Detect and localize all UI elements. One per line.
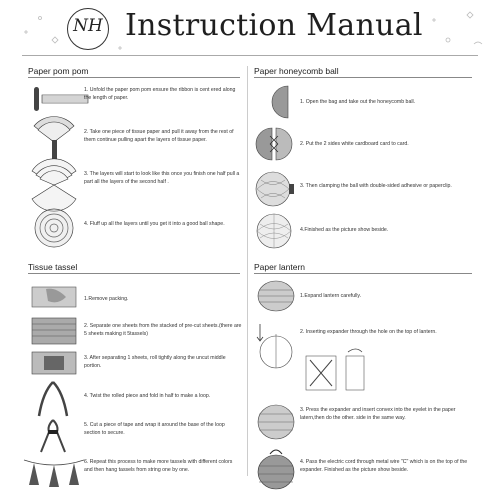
tassel-step5-illustration — [33, 418, 73, 454]
page-title: Instruction Manual — [125, 8, 423, 43]
honeycomb-step3-illustration — [255, 170, 295, 208]
pom-step-4: 4. Fluff up all the layers until you get it into a good ball shape. — [84, 221, 225, 227]
section-rule-honeycomb — [254, 77, 472, 78]
tassel-step6-illustration — [22, 456, 86, 492]
section-rule-pom — [28, 77, 240, 78]
pom-step2-illustration — [32, 122, 82, 162]
lantern-step1-illustration — [256, 278, 298, 314]
tassel-step3-illustration — [30, 350, 80, 376]
honeycomb-step2-illustration — [256, 126, 292, 162]
lantern-step-2: 2. Inserting expander through the hole on the top of lantern. — [300, 329, 437, 335]
pom-step1-illustration — [30, 85, 90, 115]
column-divider — [247, 66, 248, 476]
tassel-step-6: 6. Repeat this process to make more tassels with different colors and then hang tassels from string one by one. — [84, 459, 233, 473]
pom-step3-illustration — [32, 165, 82, 205]
lantern-step-3: 3. Press the expander and insert convex into the eyelet in the paper latern,then do the other. side in the same way. — [300, 407, 456, 421]
section-rule-lantern — [254, 273, 472, 274]
lantern-step3-illustration — [254, 400, 298, 442]
tassel-step-4: 4. Twist the rolled piece and fold in half to make a loop. — [84, 393, 211, 399]
tassel-step1-illustration — [30, 283, 80, 311]
tassel-step4-illustration — [33, 378, 73, 418]
lantern-step-1: 1.Expand lantern carefully. — [300, 293, 362, 299]
honeycomb-step-3: 3. Then clamping the ball with double-sided adhesive or paperclip. — [300, 183, 452, 189]
pom-step-1: 1. Unfold the paper pom pom ensure the ribbon is cent ered along the length of paper. — [84, 87, 236, 101]
honeycomb-step1-illustration — [256, 84, 292, 120]
section-title-honeycomb: Paper honeycomb ball — [254, 66, 339, 76]
section-title-pom: Paper pom pom — [28, 66, 89, 76]
lantern-step2-illustration — [254, 322, 298, 372]
honeycomb-step-1: 1. Open the bag and take out the honeycomb ball. — [300, 99, 416, 105]
tassel-step-1: 1.Remove packing. — [84, 296, 129, 302]
tassel-step-2: 2. Separate one sheets from the stacked of pre-cut sheets.(there are 5 sheets making it 5tassels) — [84, 323, 242, 337]
section-rule-tassel — [28, 273, 240, 274]
pom-step4-illustration — [33, 207, 77, 251]
tassel-step2-illustration — [30, 316, 80, 346]
lantern-expander-illustration — [302, 346, 368, 396]
lantern-step-4: 4. Pass the electric cord through metal wire "C" which is on the top of the expander. Finished as the picture show beside. — [300, 459, 468, 473]
honeycomb-step-2: 2. Put the 2 sides white cardboard card to card. — [300, 141, 409, 147]
lantern-step4-illustration — [254, 446, 298, 492]
tassel-step-5: 5. Cut a piece of tape and wrap it around the base of the loop section to secure. — [84, 422, 225, 436]
pom-step-3: 3. The layers will start to look like this once you finish one half pull a part all the layers of the second half . — [84, 171, 240, 185]
honeycomb-step-4: 4.Finished as the picture show beside. — [300, 227, 389, 233]
pom-step-2: 2. Take one piece of tissue paper and pull it away from the rest of them continue pulling apart the layers of tissue paper. — [84, 129, 234, 143]
section-title-tassel: Tissue tassel — [28, 262, 78, 272]
honeycomb-step4-illustration — [255, 212, 295, 250]
tassel-step-3: 3. After separating 1 sheets, roll tightly along the uncut middle portion. — [84, 355, 226, 369]
logo-letters: NH — [73, 16, 103, 36]
section-title-lantern: Paper lantern — [254, 262, 306, 272]
